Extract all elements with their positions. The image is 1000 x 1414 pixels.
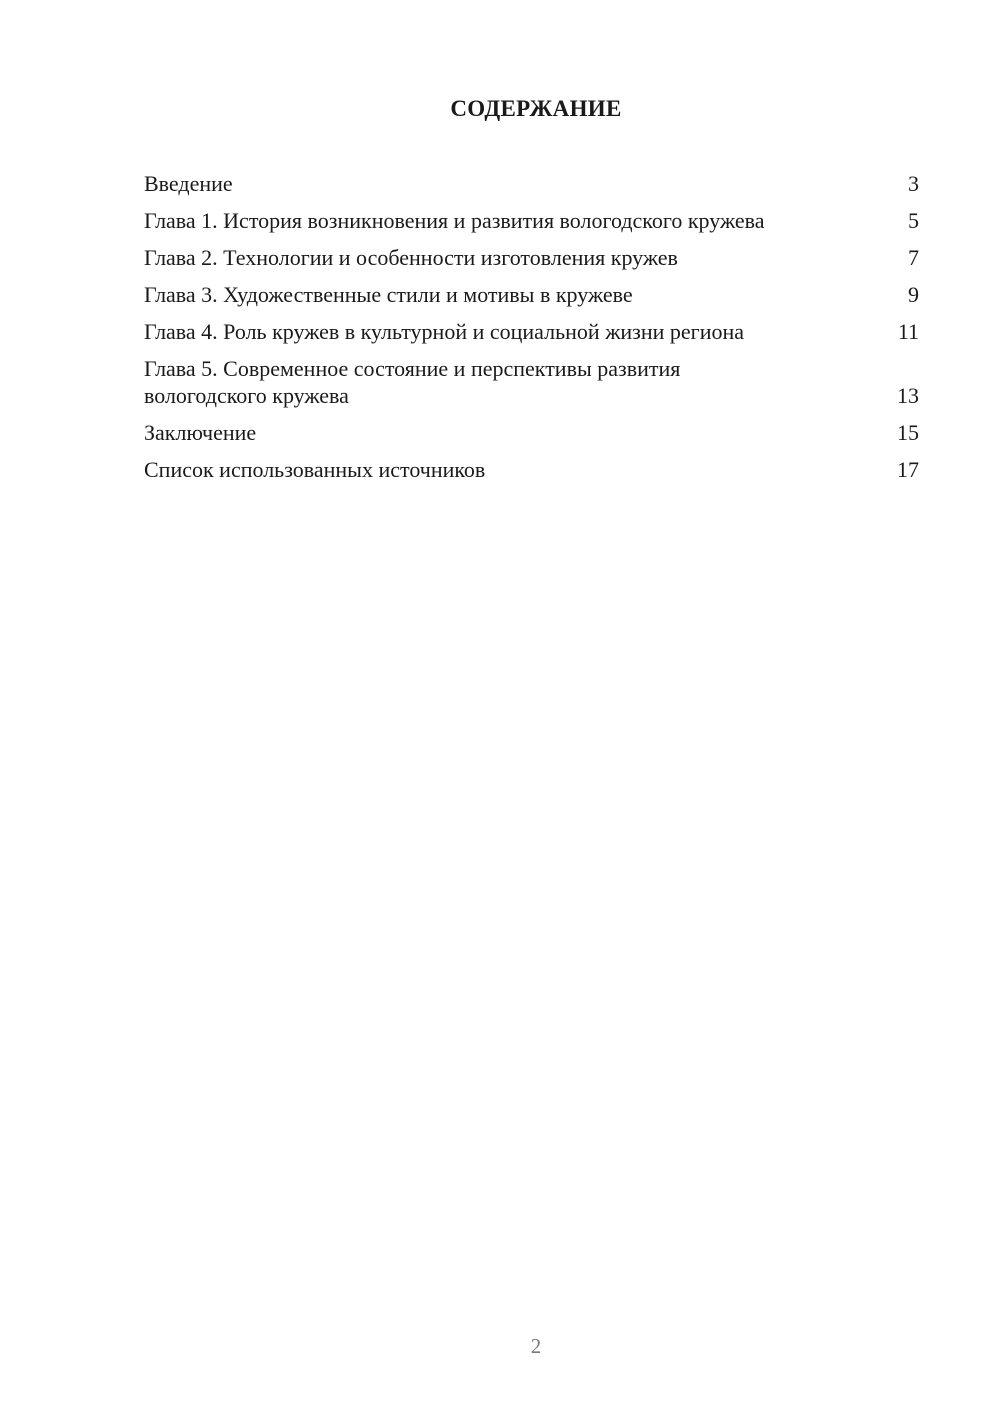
toc-entry-conclusion	[144, 419, 919, 446]
toc-entry-page: 3	[908, 171, 919, 196]
toc-entry-text: Введение	[144, 171, 233, 196]
toc-entry-page: 15	[897, 420, 919, 445]
toc-entry-text: Глава 4. Роль кружев в культурной и социальной жизни региона	[144, 319, 745, 344]
toc-entry-chapter-3	[144, 281, 919, 308]
toc-entry-text: Заключение	[144, 420, 257, 445]
toc-entry-chapter-2	[144, 244, 919, 271]
table-of-contents	[144, 170, 919, 493]
toc-entry-text: Глава 1. История возникновения и развития вологодского кружева	[144, 208, 765, 233]
toc-entry-page: 5	[908, 208, 919, 233]
toc-entry-text: Список использованных источников	[144, 457, 486, 482]
toc-entry-page: 17	[897, 457, 919, 482]
toc-entry-text: Глава 2. Технологии и особенности изготовления кружев	[144, 245, 678, 270]
toc-entry-introduction	[144, 170, 919, 197]
toc-entry-chapter-4	[144, 318, 919, 345]
toc-entry-chapter-1	[144, 207, 919, 234]
toc-entry-references	[144, 456, 919, 483]
page-number: 2	[530, 1334, 542, 1358]
toc-entry-page: 7	[908, 245, 919, 270]
toc-entry-page: 13	[897, 383, 919, 408]
toc-entry-text: Глава 5. Современное состояние и перспективы развития вологодского кружева	[144, 356, 681, 408]
toc-entry-page: 11	[897, 319, 919, 344]
toc-entry-text: Глава 3. Художественные стили и мотивы в кружеве	[144, 282, 633, 307]
toc-entry-page: 9	[908, 282, 919, 307]
toc-entry-chapter-5	[144, 355, 919, 409]
page-title: СОДЕРЖАНИЕ	[450, 96, 622, 121]
